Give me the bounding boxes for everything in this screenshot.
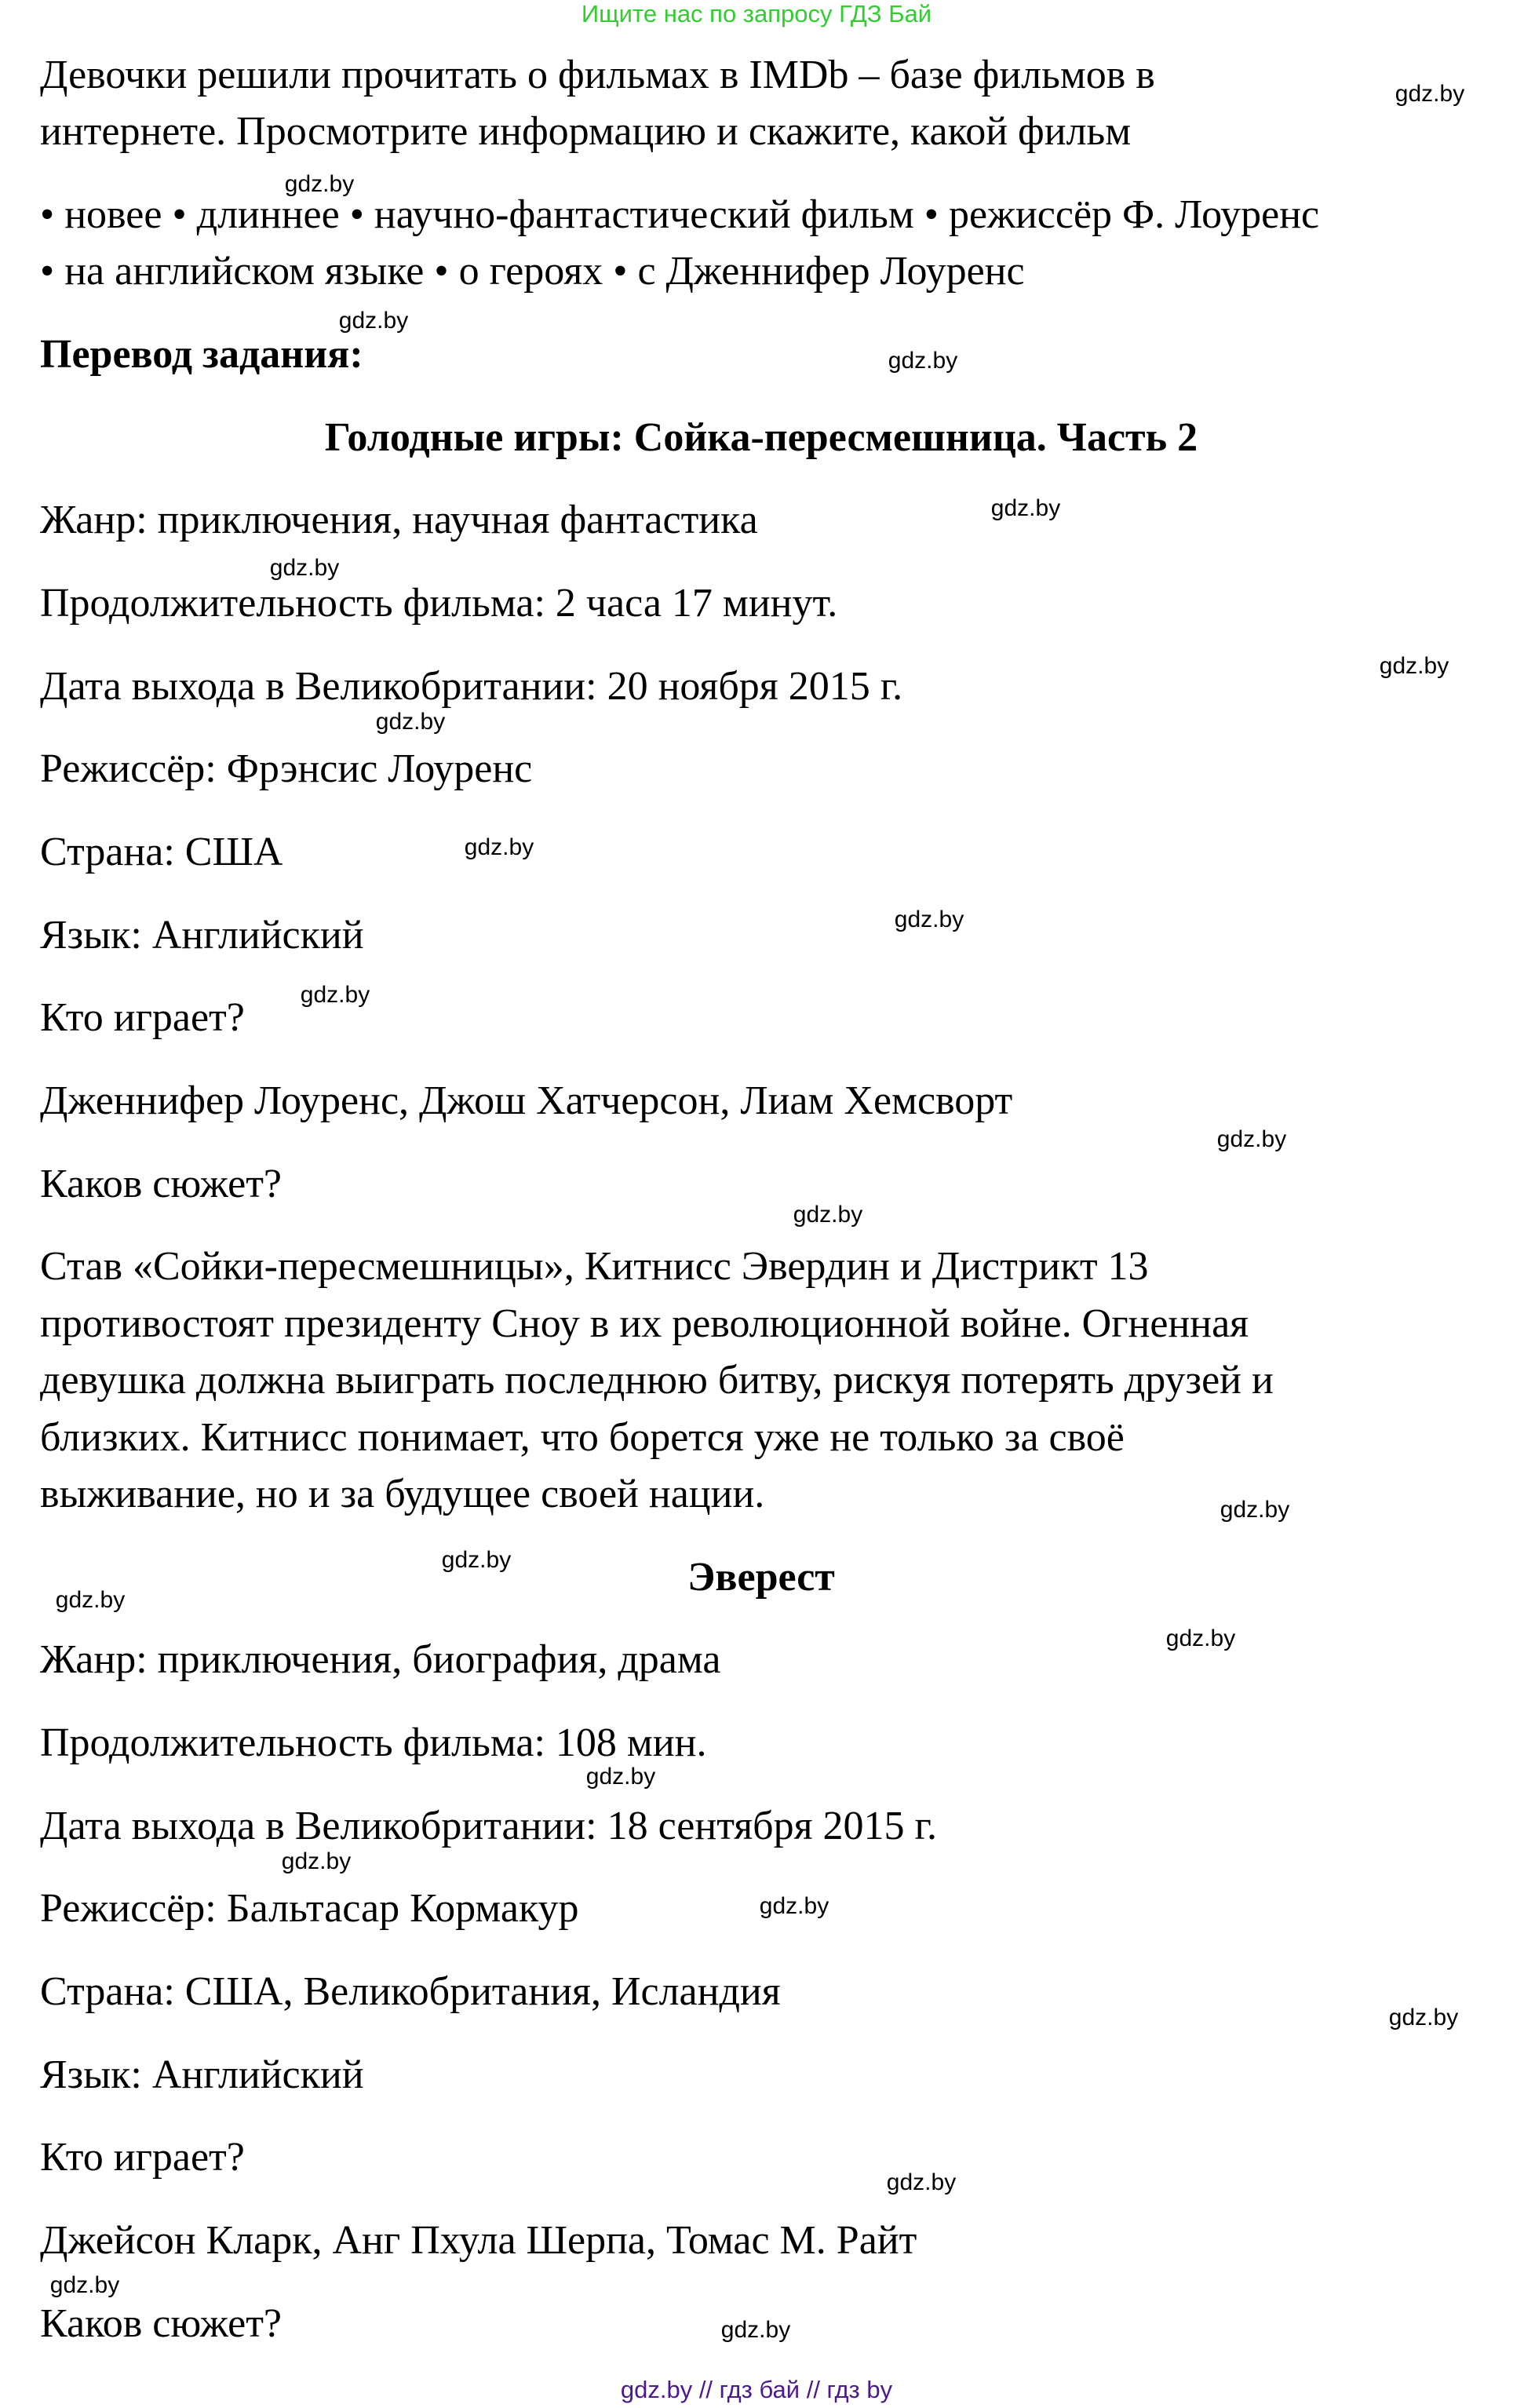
plot-line: противостоят президенту Сноу в их революционной войне. Огненная [40,1301,1249,1346]
watermark: gdz.by [888,348,958,374]
film-director: Режиссёр: Фрэнсис Лоуренс [40,746,533,791]
plot-line: девушка должна выиграть последнюю битву, рискуя потерять друзей и [40,1358,1274,1403]
watermark: gdz.by [1388,2005,1459,2030]
film-country: Страна: США, Великобритания, Исландия [40,1969,781,2014]
watermark: gdz.by [464,834,534,860]
task-line: Девочки решили прочитать о фильмах в IMDb – базе фильмов в [40,53,1155,97]
watermark: gdz.by [894,907,964,932]
task-line: интернете. Просмотрите информацию и скажите, какой фильм [40,109,1132,154]
watermark: gdz.by [990,495,1061,521]
watermark: gdz.by [1165,1625,1236,1651]
plot-line: выживание, но и за будущее своей нации. [40,1472,765,1516]
watermark: gdz.by [585,1764,656,1790]
film-language: Язык: Английский [40,2052,364,2097]
watermark: gdz.by [441,1547,512,1573]
watermark: gdz.by [759,1893,829,1919]
film-title: Эверест [687,1555,835,1600]
film-runtime: Продолжительность фильма: 2 часа 17 минут. [40,581,838,626]
watermark: gdz.by [338,308,409,334]
film-country: Страна: США [40,830,283,874]
watermark: gdz.by [1379,653,1449,679]
film-title: Голодные игры: Сойка-пересмешница. Часть 2 [324,415,1198,460]
watermark: gdz.by [720,2317,791,2343]
film-release: Дата выхода в Великобритании: 18 сентября 2015 г. [40,1804,937,1848]
film-release: Дата выхода в Великобритании: 20 ноября 2015 г. [40,664,903,709]
watermark: gdz.by [1216,1126,1287,1152]
watermark: gdz.by [269,555,340,581]
search-hint-banner: Ищите нас по запросу ГДЗ Бай [581,0,932,27]
footer-links[interactable]: gdz.by // гдз бай // гдз by [620,2376,893,2403]
film-cast: Джейсон Кларк, Анг Пхула Шерпа, Томас М. Райт [40,2218,917,2263]
watermark: gdz.by [281,1848,352,1874]
watermark: gdz.by [55,1587,126,1613]
film-director: Режиссёр: Бальтасар Кормакур [40,1886,579,1931]
criteria-line: • на английском языке • о героях • с Дженнифер Лоуренс [40,249,1025,294]
translation-heading: Перевод задания: [40,332,363,377]
cast-question: Кто играет? [40,995,245,1040]
plot-line: близких. Китнисс понимает, что борется уже не только за своё [40,1415,1125,1460]
film-language: Язык: Английский [40,913,364,958]
watermark: gdz.by [284,171,355,197]
watermark: gdz.by [793,1202,863,1228]
plot-line: Став «Сойки-пересмешницы», Китнисс Эвердин и Дистрикт 13 [40,1244,1149,1289]
watermark: gdz.by [49,2272,120,2298]
cast-question: Кто играет? [40,2135,245,2180]
criteria-line: • новее • длиннее • научно-фантастический фильм • режиссёр Ф. Лоуренс [40,192,1320,237]
film-cast: Дженнифер Лоуренс, Джош Хатчерсон, Лиам Хемсворт [40,1078,1013,1123]
watermark: gdz.by [1220,1497,1290,1523]
film-genre: Жанр: приключения, научная фантастика [40,498,758,542]
plot-question: Каков сюжет? [40,1162,283,1206]
watermark: gdz.by [1395,81,1465,107]
plot-question: Каков сюжет? [40,2301,283,2346]
film-genre: Жанр: приключения, биография, драма [40,1637,721,1682]
watermark: gdz.by [375,709,446,735]
watermark: gdz.by [300,982,370,1008]
watermark: gdz.by [886,2169,957,2195]
film-runtime: Продолжительность фильма: 108 мин. [40,1720,707,1765]
